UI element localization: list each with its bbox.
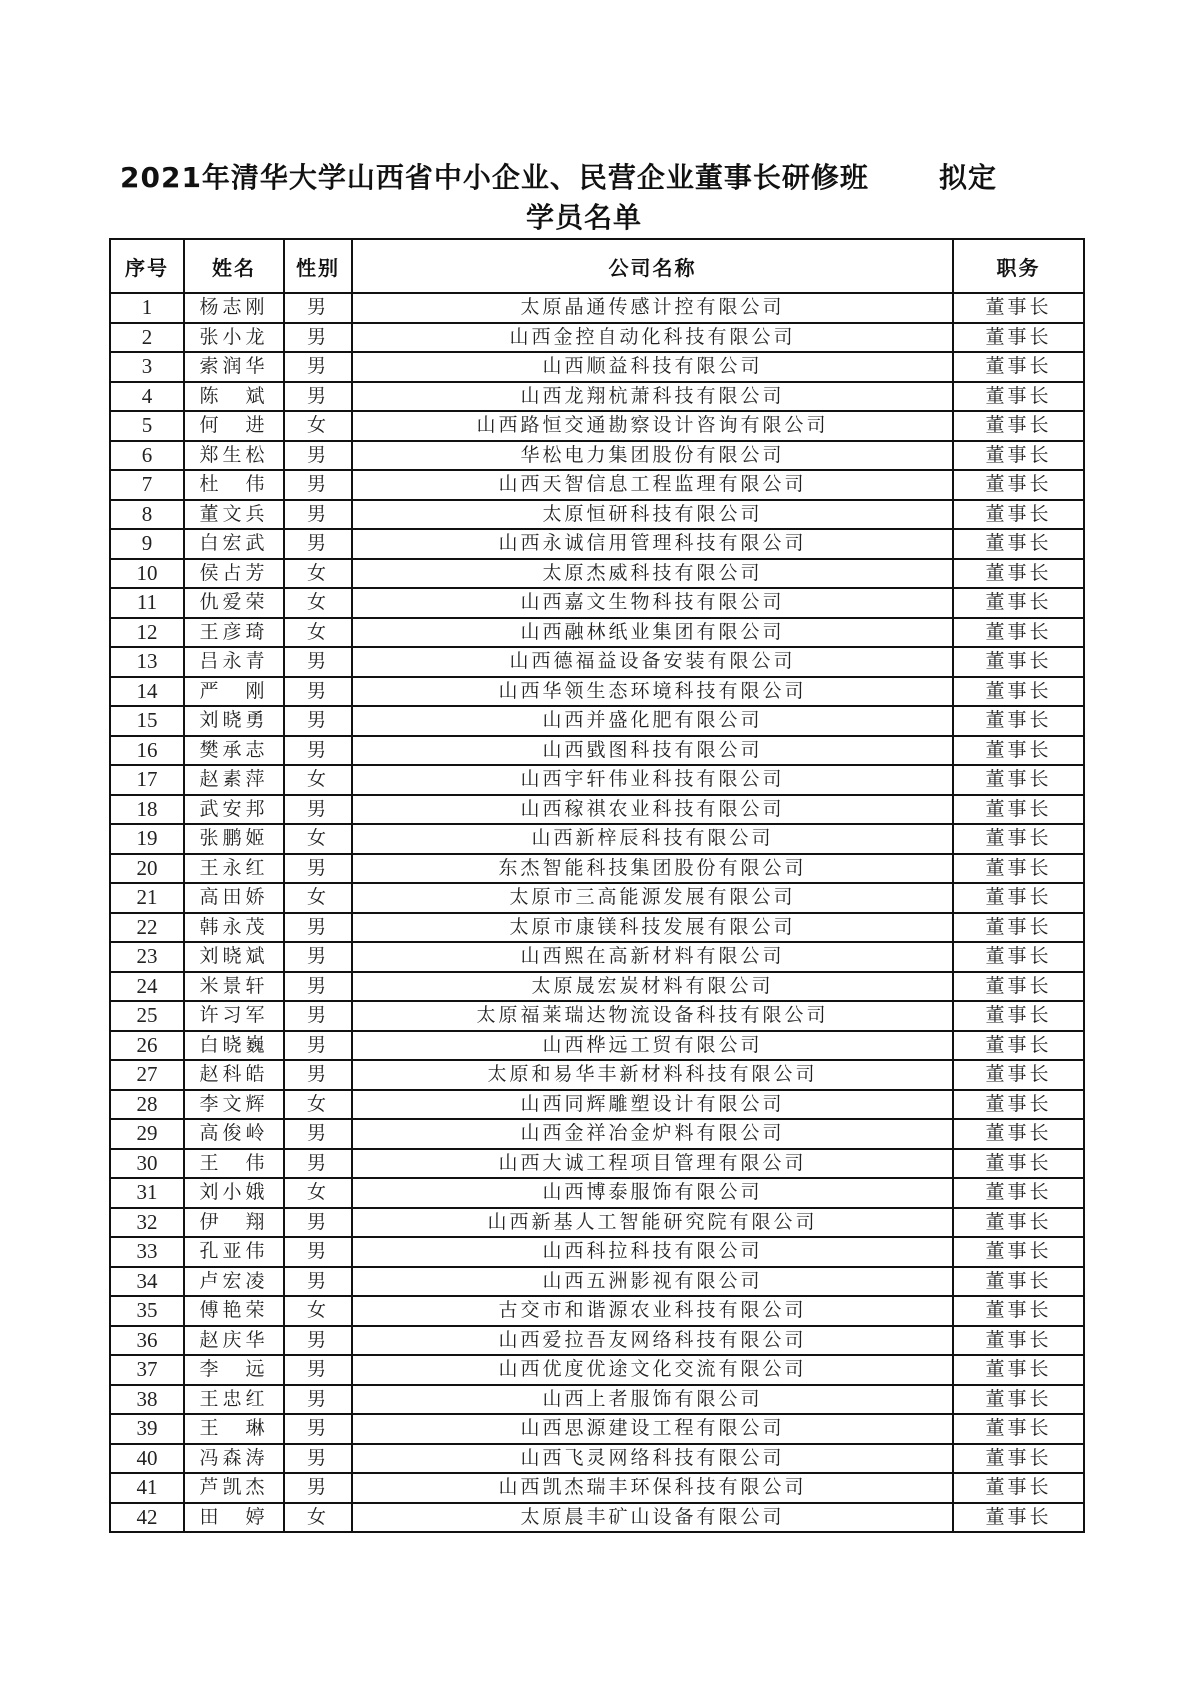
student-roster-table xyxy=(109,238,1085,1533)
cell-gender: 男 xyxy=(284,1237,352,1267)
cell-gender: 女 xyxy=(284,765,352,795)
cell-name: 武安邦 xyxy=(184,795,284,825)
cell-gender: 男 xyxy=(284,441,352,471)
cell-gender: 男 xyxy=(284,913,352,943)
cell-role: 董事长 xyxy=(953,559,1084,589)
cell-gender: 男 xyxy=(284,1385,352,1415)
cell-number: 7 xyxy=(110,470,184,500)
cell-role: 董事长 xyxy=(953,470,1084,500)
cell-company: 山西新梓辰科技有限公司 xyxy=(352,824,953,854)
cell-role: 董事长 xyxy=(953,1090,1084,1120)
cell-number: 29 xyxy=(110,1119,184,1149)
cell-role: 董事长 xyxy=(953,972,1084,1002)
cell-company: 山西金祥冶金炉料有限公司 xyxy=(352,1119,953,1149)
table-row xyxy=(110,1060,1084,1090)
header-company: 公司名称 xyxy=(352,239,953,293)
cell-company: 山西顺益科技有限公司 xyxy=(352,352,953,382)
cell-number: 40 xyxy=(110,1444,184,1474)
cell-name: 吕永青 xyxy=(184,647,284,677)
header-name: 姓名 xyxy=(184,239,284,293)
title-main: 2021年清华大学山西省中小企业、民营企业董事长研修班 xyxy=(120,161,869,194)
table-row xyxy=(110,559,1084,589)
cell-company: 山西思源建设工程有限公司 xyxy=(352,1414,953,1444)
cell-gender: 男 xyxy=(284,647,352,677)
cell-role: 董事长 xyxy=(953,352,1084,382)
cell-gender: 男 xyxy=(284,382,352,412)
cell-company: 太原福莱瑞达物流设备科技有限公司 xyxy=(352,1001,953,1031)
cell-role: 董事长 xyxy=(953,1149,1084,1179)
cell-company: 太原杰威科技有限公司 xyxy=(352,559,953,589)
cell-gender: 男 xyxy=(284,1414,352,1444)
cell-number: 28 xyxy=(110,1090,184,1120)
table-row xyxy=(110,1296,1084,1326)
cell-role: 董事长 xyxy=(953,1060,1084,1090)
cell-number: 24 xyxy=(110,972,184,1002)
cell-number: 36 xyxy=(110,1326,184,1356)
cell-company: 山西飞灵网络科技有限公司 xyxy=(352,1444,953,1474)
cell-name: 索润华 xyxy=(184,352,284,382)
cell-company: 太原和易华丰新材料科技有限公司 xyxy=(352,1060,953,1090)
table-row xyxy=(110,1237,1084,1267)
cell-company: 山西爱拉吾友网络科技有限公司 xyxy=(352,1326,953,1356)
cell-name: 张小龙 xyxy=(184,323,284,353)
header-role: 职务 xyxy=(953,239,1084,293)
cell-role: 董事长 xyxy=(953,913,1084,943)
cell-company: 山西金控自动化科技有限公司 xyxy=(352,323,953,353)
cell-name: 傅艳荣 xyxy=(184,1296,284,1326)
cell-gender: 男 xyxy=(284,500,352,530)
cell-name: 赵庆华 xyxy=(184,1326,284,1356)
cell-gender: 女 xyxy=(284,824,352,854)
cell-number: 25 xyxy=(110,1001,184,1031)
cell-number: 34 xyxy=(110,1267,184,1297)
cell-role: 董事长 xyxy=(953,323,1084,353)
cell-gender: 男 xyxy=(284,972,352,1002)
cell-name: 仇爱荣 xyxy=(184,588,284,618)
cell-gender: 男 xyxy=(284,1267,352,1297)
cell-name: 王永红 xyxy=(184,854,284,884)
cell-company: 山西德福益设备安装有限公司 xyxy=(352,647,953,677)
cell-name: 陈 斌 xyxy=(184,382,284,412)
cell-gender: 男 xyxy=(284,1355,352,1385)
cell-number: 1 xyxy=(110,293,184,323)
table-row xyxy=(110,1326,1084,1356)
cell-number: 32 xyxy=(110,1208,184,1238)
cell-number: 37 xyxy=(110,1355,184,1385)
cell-number: 3 xyxy=(110,352,184,382)
cell-company: 太原晨丰矿山设备有限公司 xyxy=(352,1503,953,1533)
document-title xyxy=(120,156,997,196)
cell-gender: 男 xyxy=(284,1208,352,1238)
cell-gender: 女 xyxy=(284,411,352,441)
table-row xyxy=(110,1473,1084,1503)
table-header xyxy=(110,239,1084,293)
cell-company: 山西上者服饰有限公司 xyxy=(352,1385,953,1415)
table-row xyxy=(110,618,1084,648)
cell-role: 董事长 xyxy=(953,1326,1084,1356)
cell-number: 19 xyxy=(110,824,184,854)
table-row xyxy=(110,323,1084,353)
cell-role: 董事长 xyxy=(953,1473,1084,1503)
table-row xyxy=(110,1503,1084,1533)
cell-company: 山西嘉文生物科技有限公司 xyxy=(352,588,953,618)
cell-number: 30 xyxy=(110,1149,184,1179)
cell-role: 董事长 xyxy=(953,1178,1084,1208)
cell-number: 23 xyxy=(110,942,184,972)
cell-role: 董事长 xyxy=(953,411,1084,441)
cell-company: 山西同辉雕塑设计有限公司 xyxy=(352,1090,953,1120)
table-row xyxy=(110,1414,1084,1444)
table-row xyxy=(110,1149,1084,1179)
cell-name: 侯占芳 xyxy=(184,559,284,589)
cell-company: 太原市三高能源发展有限公司 xyxy=(352,883,953,913)
cell-company: 山西桦远工贸有限公司 xyxy=(352,1031,953,1061)
cell-company: 太原晶通传感计控有限公司 xyxy=(352,293,953,323)
cell-name: 赵素萍 xyxy=(184,765,284,795)
cell-company: 华松电力集团股份有限公司 xyxy=(352,441,953,471)
cell-gender: 男 xyxy=(284,942,352,972)
cell-name: 张鹏姬 xyxy=(184,824,284,854)
cell-role: 董事长 xyxy=(953,706,1084,736)
cell-company: 古交市和谐源农业科技有限公司 xyxy=(352,1296,953,1326)
cell-gender: 男 xyxy=(284,1444,352,1474)
table-row xyxy=(110,736,1084,766)
table-row xyxy=(110,500,1084,530)
cell-name: 芦凯杰 xyxy=(184,1473,284,1503)
cell-name: 田 婷 xyxy=(184,1503,284,1533)
cell-name: 李文辉 xyxy=(184,1090,284,1120)
cell-name: 王 琳 xyxy=(184,1414,284,1444)
table-row xyxy=(110,824,1084,854)
cell-name: 刘晓勇 xyxy=(184,706,284,736)
cell-name: 许习军 xyxy=(184,1001,284,1031)
cell-company: 山西天智信息工程监理有限公司 xyxy=(352,470,953,500)
table-row xyxy=(110,1208,1084,1238)
cell-name: 孔亚伟 xyxy=(184,1237,284,1267)
table-row xyxy=(110,883,1084,913)
cell-name: 冯森涛 xyxy=(184,1444,284,1474)
cell-role: 董事长 xyxy=(953,1237,1084,1267)
table-row xyxy=(110,1178,1084,1208)
cell-role: 董事长 xyxy=(953,1503,1084,1533)
cell-gender: 女 xyxy=(284,1178,352,1208)
table-row xyxy=(110,1090,1084,1120)
table-row xyxy=(110,706,1084,736)
header-row xyxy=(110,239,1084,293)
cell-company: 山西稼祺农业科技有限公司 xyxy=(352,795,953,825)
cell-role: 董事长 xyxy=(953,618,1084,648)
cell-role: 董事长 xyxy=(953,293,1084,323)
cell-gender: 男 xyxy=(284,706,352,736)
cell-role: 董事长 xyxy=(953,529,1084,559)
cell-company: 山西新基人工智能研究院有限公司 xyxy=(352,1208,953,1238)
cell-name: 韩永茂 xyxy=(184,913,284,943)
cell-company: 山西凯杰瑞丰环保科技有限公司 xyxy=(352,1473,953,1503)
cell-number: 22 xyxy=(110,913,184,943)
cell-number: 27 xyxy=(110,1060,184,1090)
cell-role: 董事长 xyxy=(953,942,1084,972)
cell-name: 李 远 xyxy=(184,1355,284,1385)
cell-gender: 女 xyxy=(284,1296,352,1326)
table-row xyxy=(110,1267,1084,1297)
table-row xyxy=(110,588,1084,618)
cell-gender: 女 xyxy=(284,559,352,589)
cell-gender: 男 xyxy=(284,1473,352,1503)
cell-name: 严 刚 xyxy=(184,677,284,707)
cell-company: 太原恒研科技有限公司 xyxy=(352,500,953,530)
cell-gender: 男 xyxy=(284,323,352,353)
cell-company: 山西熙在高新材料有限公司 xyxy=(352,942,953,972)
cell-role: 董事长 xyxy=(953,854,1084,884)
cell-gender: 女 xyxy=(284,588,352,618)
cell-role: 董事长 xyxy=(953,1031,1084,1061)
cell-number: 4 xyxy=(110,382,184,412)
cell-gender: 男 xyxy=(284,293,352,323)
cell-name: 董文兵 xyxy=(184,500,284,530)
cell-gender: 男 xyxy=(284,1060,352,1090)
cell-number: 21 xyxy=(110,883,184,913)
cell-name: 伊 翔 xyxy=(184,1208,284,1238)
cell-number: 38 xyxy=(110,1385,184,1415)
cell-role: 董事长 xyxy=(953,824,1084,854)
cell-role: 董事长 xyxy=(953,795,1084,825)
cell-company: 山西五洲影视有限公司 xyxy=(352,1267,953,1297)
cell-number: 2 xyxy=(110,323,184,353)
cell-name: 刘小娥 xyxy=(184,1178,284,1208)
table-row xyxy=(110,1444,1084,1474)
cell-company: 山西大诚工程项目管理有限公司 xyxy=(352,1149,953,1179)
cell-role: 董事长 xyxy=(953,382,1084,412)
cell-gender: 男 xyxy=(284,1326,352,1356)
cell-number: 15 xyxy=(110,706,184,736)
cell-gender: 女 xyxy=(284,1503,352,1533)
table-row xyxy=(110,352,1084,382)
cell-company: 太原市康镁科技发展有限公司 xyxy=(352,913,953,943)
cell-number: 6 xyxy=(110,441,184,471)
cell-name: 杨志刚 xyxy=(184,293,284,323)
cell-number: 10 xyxy=(110,559,184,589)
cell-name: 何 进 xyxy=(184,411,284,441)
cell-company: 山西宇轩伟业科技有限公司 xyxy=(352,765,953,795)
cell-gender: 男 xyxy=(284,529,352,559)
cell-name: 郑生松 xyxy=(184,441,284,471)
cell-number: 11 xyxy=(110,588,184,618)
cell-gender: 女 xyxy=(284,618,352,648)
cell-role: 董事长 xyxy=(953,1208,1084,1238)
cell-role: 董事长 xyxy=(953,647,1084,677)
cell-company: 太原晟宏炭材料有限公司 xyxy=(352,972,953,1002)
cell-company: 山西永诚信用管理科技有限公司 xyxy=(352,529,953,559)
table-row xyxy=(110,854,1084,884)
cell-number: 35 xyxy=(110,1296,184,1326)
cell-number: 41 xyxy=(110,1473,184,1503)
cell-role: 董事长 xyxy=(953,1444,1084,1474)
cell-name: 刘晓斌 xyxy=(184,942,284,972)
table-row xyxy=(110,293,1084,323)
cell-gender: 男 xyxy=(284,736,352,766)
cell-number: 12 xyxy=(110,618,184,648)
cell-number: 13 xyxy=(110,647,184,677)
cell-number: 33 xyxy=(110,1237,184,1267)
cell-role: 董事长 xyxy=(953,765,1084,795)
cell-name: 卢宏凌 xyxy=(184,1267,284,1297)
cell-number: 18 xyxy=(110,795,184,825)
cell-role: 董事长 xyxy=(953,1119,1084,1149)
table-row xyxy=(110,913,1084,943)
table-row xyxy=(110,765,1084,795)
table-row xyxy=(110,1355,1084,1385)
cell-company: 山西融林纸业集团有限公司 xyxy=(352,618,953,648)
cell-gender: 男 xyxy=(284,1031,352,1061)
cell-company: 山西路恒交通勘察设计咨询有限公司 xyxy=(352,411,953,441)
table-row xyxy=(110,470,1084,500)
table-row xyxy=(110,647,1084,677)
cell-company: 山西并盛化肥有限公司 xyxy=(352,706,953,736)
cell-name: 樊承志 xyxy=(184,736,284,766)
title-suffix: 拟定 xyxy=(938,161,997,194)
cell-name: 王彦琦 xyxy=(184,618,284,648)
cell-role: 董事长 xyxy=(953,1267,1084,1297)
header-no: 序号 xyxy=(110,239,184,293)
cell-gender: 男 xyxy=(284,1001,352,1031)
table-row xyxy=(110,1001,1084,1031)
cell-company: 东杰智能科技集团股份有限公司 xyxy=(352,854,953,884)
cell-number: 42 xyxy=(110,1503,184,1533)
cell-role: 董事长 xyxy=(953,1001,1084,1031)
table-row xyxy=(110,411,1084,441)
header-gender: 性别 xyxy=(284,239,352,293)
cell-name: 白晓巍 xyxy=(184,1031,284,1061)
cell-number: 14 xyxy=(110,677,184,707)
table-row xyxy=(110,795,1084,825)
cell-name: 白宏武 xyxy=(184,529,284,559)
cell-company: 山西华领生态环境科技有限公司 xyxy=(352,677,953,707)
cell-number: 26 xyxy=(110,1031,184,1061)
cell-gender: 男 xyxy=(284,795,352,825)
cell-role: 董事长 xyxy=(953,1296,1084,1326)
table-row xyxy=(110,382,1084,412)
table-row xyxy=(110,1119,1084,1149)
cell-number: 16 xyxy=(110,736,184,766)
cell-name: 米景轩 xyxy=(184,972,284,1002)
cell-number: 9 xyxy=(110,529,184,559)
cell-company: 山西博泰服饰有限公司 xyxy=(352,1178,953,1208)
cell-number: 31 xyxy=(110,1178,184,1208)
cell-company: 山西优度优途文化交流有限公司 xyxy=(352,1355,953,1385)
cell-company: 山西龙翔杭萧科技有限公司 xyxy=(352,382,953,412)
cell-name: 高俊岭 xyxy=(184,1119,284,1149)
cell-gender: 男 xyxy=(284,1149,352,1179)
cell-number: 39 xyxy=(110,1414,184,1444)
table-body xyxy=(110,293,1084,1532)
cell-role: 董事长 xyxy=(953,500,1084,530)
cell-name: 杜 伟 xyxy=(184,470,284,500)
cell-gender: 女 xyxy=(284,883,352,913)
cell-gender: 女 xyxy=(284,1090,352,1120)
cell-role: 董事长 xyxy=(953,1414,1084,1444)
cell-gender: 男 xyxy=(284,1119,352,1149)
cell-role: 董事长 xyxy=(953,1385,1084,1415)
cell-name: 王 伟 xyxy=(184,1149,284,1179)
cell-role: 董事长 xyxy=(953,677,1084,707)
cell-role: 董事长 xyxy=(953,441,1084,471)
cell-name: 赵科皓 xyxy=(184,1060,284,1090)
table-row xyxy=(110,1385,1084,1415)
cell-number: 5 xyxy=(110,411,184,441)
table-row xyxy=(110,529,1084,559)
table-row xyxy=(110,441,1084,471)
cell-role: 董事长 xyxy=(953,736,1084,766)
table-row xyxy=(110,942,1084,972)
table-row xyxy=(110,972,1084,1002)
cell-gender: 男 xyxy=(284,352,352,382)
cell-company: 山西科拉科技有限公司 xyxy=(352,1237,953,1267)
table-row xyxy=(110,677,1084,707)
document-subtitle: 学员名单 xyxy=(526,201,643,234)
cell-gender: 男 xyxy=(284,854,352,884)
cell-number: 8 xyxy=(110,500,184,530)
cell-role: 董事长 xyxy=(953,1355,1084,1385)
cell-role: 董事长 xyxy=(953,588,1084,618)
cell-gender: 男 xyxy=(284,677,352,707)
cell-name: 高田娇 xyxy=(184,883,284,913)
cell-gender: 男 xyxy=(284,470,352,500)
cell-name: 王忠红 xyxy=(184,1385,284,1415)
table-row xyxy=(110,1031,1084,1061)
cell-number: 17 xyxy=(110,765,184,795)
cell-role: 董事长 xyxy=(953,883,1084,913)
cell-number: 20 xyxy=(110,854,184,884)
cell-company: 山西戥图科技有限公司 xyxy=(352,736,953,766)
